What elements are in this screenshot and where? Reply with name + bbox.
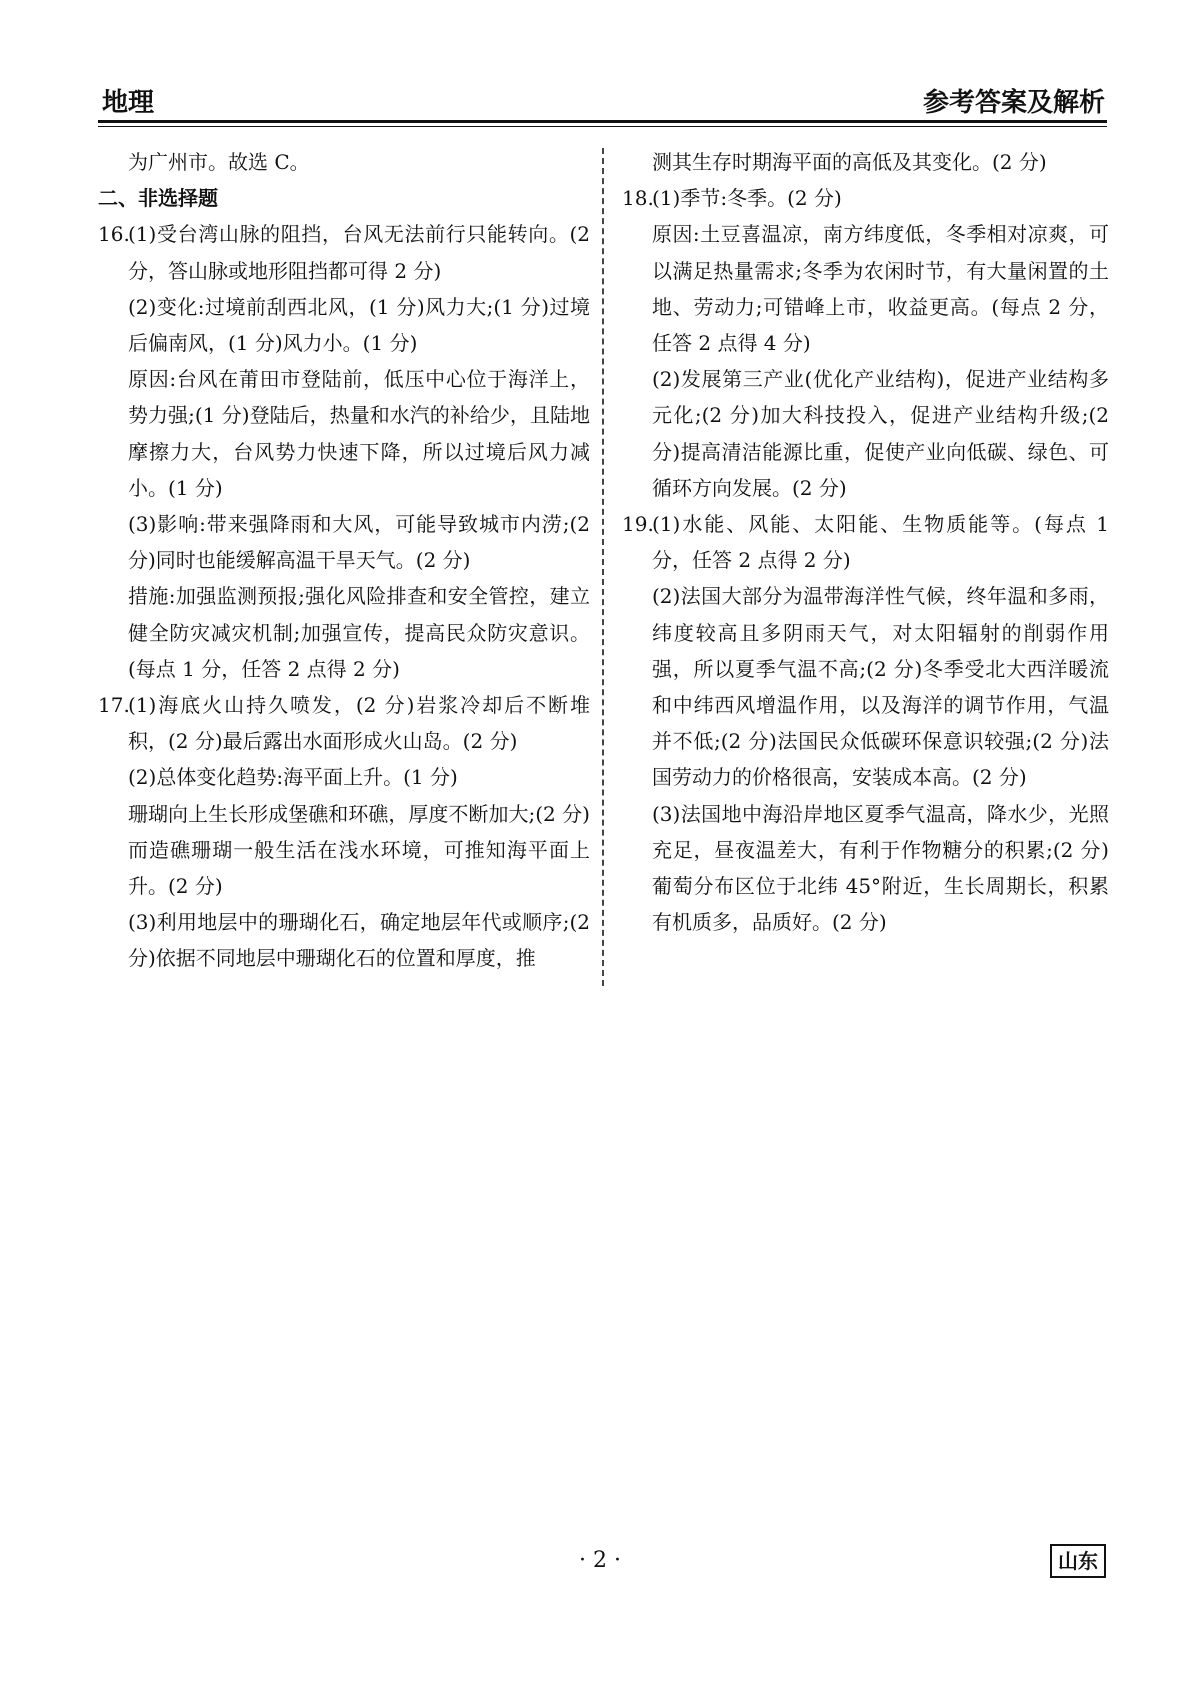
section-heading: 二、非选择题	[98, 186, 218, 211]
answer-paragraph: (2)发展第三产业(优化产业结构)，促进产业结构多元化;(2 分)加大科技投入，促进产业结构升级;(2 分)提高清洁能源比重，促使产业向低碳、绿色、可循环方向发展。(2 分)	[652, 367, 1109, 500]
header-rule-thin	[98, 126, 1107, 127]
right-column	[622, 144, 1109, 940]
answer-paragraph: (3)法国地中海沿岸地区夏季气温高，降水少，光照充足，昼夜温差大，有利于作物糖分的积累;(2 分)葡萄分布区位于北纬 45°附近，生长周期长，积累有机质多，品质好。(2 分)	[652, 801, 1109, 935]
page-number: · 2 ·	[579, 1548, 621, 1573]
question-number: 17.	[98, 693, 130, 718]
answer-paragraph: 测其生存时期海平面的高低及其变化。(2 分)	[652, 150, 1047, 174]
question-item	[622, 506, 1109, 578]
answer-paragraph: 为广州市。故选 C。	[128, 150, 310, 174]
question-number: 19.	[622, 512, 654, 537]
answer-paragraph: 原因:土豆喜温凉，南方纬度低，冬季相对凉爽，可以满足热量需求;冬季为农闲时节，有大量闲置的土地、劳动力;可错峰上市，收益更高。(每点 2 分，任答 2 点得 4 分)	[652, 222, 1109, 356]
subject-label: 地理	[102, 88, 155, 118]
question-number: 18.	[622, 186, 654, 211]
column-divider	[602, 148, 604, 986]
header-title: 参考答案及解析	[922, 88, 1105, 118]
answer-text: (1)海底火山持久喷发，(2 分)岩浆冷却后不断堆积，(2 分)最后露出水面形成火山岛。(2 分)	[128, 693, 590, 754]
answer-paragraph: (2)法国大部分为温带海洋性气候，终年温和多雨，纬度较高且多阴雨天气，对太阳辐射的削弱作用强，所以夏季气温不高;(2 分)冬季受北大西洋暖流和中纬西风增温作用，以及海洋的调节作用，气温并不低;(2 分)法国民众低碳环保意识较强;(2 分)法国劳动力的价格很高，安装成本高。(2 分)	[652, 584, 1109, 790]
answer-paragraph: 措施:加强监测预报;强化风险排查和安全管控，建立健全防灾减灾机制;加强宣传，提高民众防灾意识。(每点 1 分，任答 2 点得 2 分)	[128, 584, 590, 681]
answer-paragraph: 原因:台风在莆田市登陆前，低压中心位于海洋上，势力强;(1 分)登陆后，热量和水汽的补给少，且陆地摩擦力大，台风势力快速下降，所以过境后风力减小。(1 分)	[128, 367, 590, 500]
answer-text: (1)水能、风能、太阳能、生物质能等。(每点 1 分，任答 2 点得 2 分)	[652, 512, 1109, 573]
answer-paragraph: (3)利用地层中的珊瑚化石，确定地层年代或顺序;(2 分)依据不同地层中珊瑚化石的位置和厚度，推	[128, 910, 590, 971]
answer-text: (1)季节:冬季。(2 分)	[652, 186, 842, 211]
page-header	[98, 80, 1107, 120]
header-rule-thick	[98, 120, 1107, 123]
question-number: 16.	[98, 222, 130, 247]
question-item	[622, 180, 1109, 216]
question-item	[98, 216, 590, 288]
answer-text: (1)受台湾山脉的阻挡，台风无法前行只能转向。(2 分，答山脉或地形阻挡都可得 2 分)	[128, 222, 590, 283]
answer-paragraph: 珊瑚向上生长形成堡礁和环礁，厚度不断加大;(2 分)而造礁珊瑚一般生活在浅水环境，可推知海平面上升。(2 分)	[128, 801, 590, 899]
answer-paragraph: (3)影响:带来强降雨和大风，可能导致城市内涝;(2 分)同时也能缓解高温干旱天气。(2 分)	[128, 512, 590, 573]
question-item	[98, 687, 590, 759]
region-badge: 山东	[1050, 1544, 1106, 1578]
left-column	[98, 144, 590, 977]
answer-paragraph: (2)总体变化趋势:海平面上升。(1 分)	[128, 765, 458, 790]
answer-paragraph: (2)变化:过境前刮西北风，(1 分)风力大;(1 分)过境后偏南风，(1 分)风力小。(1 分)	[128, 294, 590, 356]
